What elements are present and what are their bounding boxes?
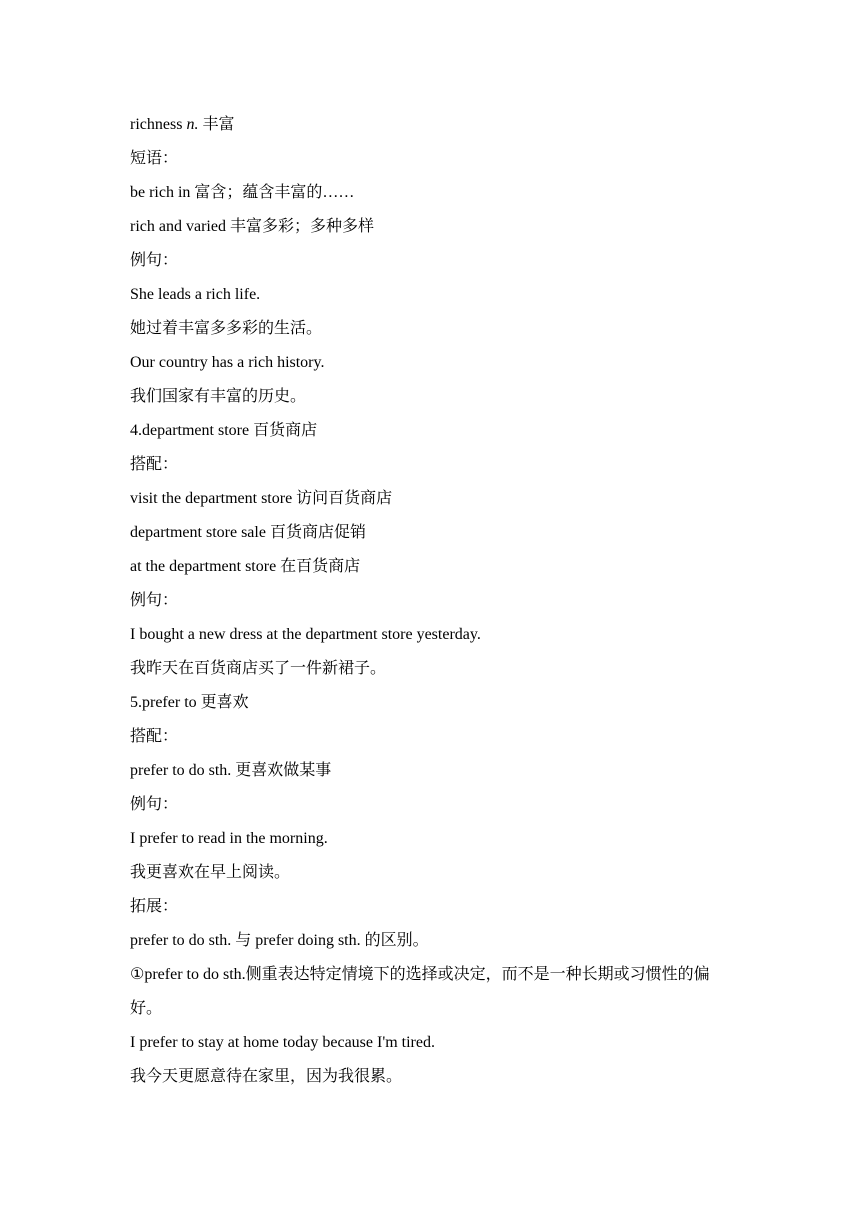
collocation-line: department store sale 百货商店促销 — [130, 524, 366, 541]
example-translation: 我更喜欢在早上阅读。 — [130, 864, 291, 881]
example-sentence: I bought a new dress at the department store yesterday. — [130, 626, 481, 643]
section-label-examples: 例句： — [130, 252, 179, 269]
section-label-phrases: 短语： — [130, 150, 179, 167]
collocation-line: at the department store 在百货商店 — [130, 558, 361, 575]
example-translation: 我们国家有丰富的历史。 — [130, 388, 307, 405]
section-label-collocations: 搭配： — [130, 728, 179, 745]
phrase-line: be rich in 富含；蕴含丰富的…… — [130, 184, 355, 201]
example-translation: 我昨天在百货商店买了一件新裙子。 — [130, 660, 387, 677]
section-label-examples: 例句： — [130, 796, 179, 813]
extension-note: ①prefer to do sth.侧重表达特定情境下的选择或决定，而不是一种长期或习惯性的偏好。 — [130, 966, 710, 1017]
example-sentence: She leads a rich life. — [130, 286, 261, 303]
definition: 丰富 — [198, 116, 235, 133]
section-label-collocations: 搭配： — [130, 456, 179, 473]
entry-heading-department-store: 4.department store 百货商店 — [130, 422, 318, 439]
collocation-line: visit the department store 访问百货商店 — [130, 490, 393, 507]
extension-line: prefer to do sth. 与 prefer doing sth. 的区别。 — [130, 932, 429, 949]
example-translation: 我今天更愿意待在家里，因为我很累。 — [130, 1068, 403, 1085]
example-sentence: I prefer to stay at home today because I'm tired. — [130, 1034, 435, 1051]
text-line-richness — [130, 108, 740, 142]
section-label-examples: 例句： — [130, 592, 179, 609]
headword: richness — [130, 116, 187, 133]
phrase-line: rich and varied 丰富多彩；多种多样 — [130, 218, 374, 235]
collocation-line: prefer to do sth. 更喜欢做某事 — [130, 762, 332, 779]
part-of-speech: n. — [186, 116, 199, 133]
example-sentence: Our country has a rich history. — [130, 354, 325, 371]
document-body — [130, 108, 740, 1094]
example-sentence: I prefer to read in the morning. — [130, 830, 328, 847]
example-translation: 她过着丰富多多彩的生活。 — [130, 320, 323, 337]
entry-heading-prefer-to: 5.prefer to 更喜欢 — [130, 694, 249, 711]
section-label-extension: 拓展： — [130, 898, 179, 915]
